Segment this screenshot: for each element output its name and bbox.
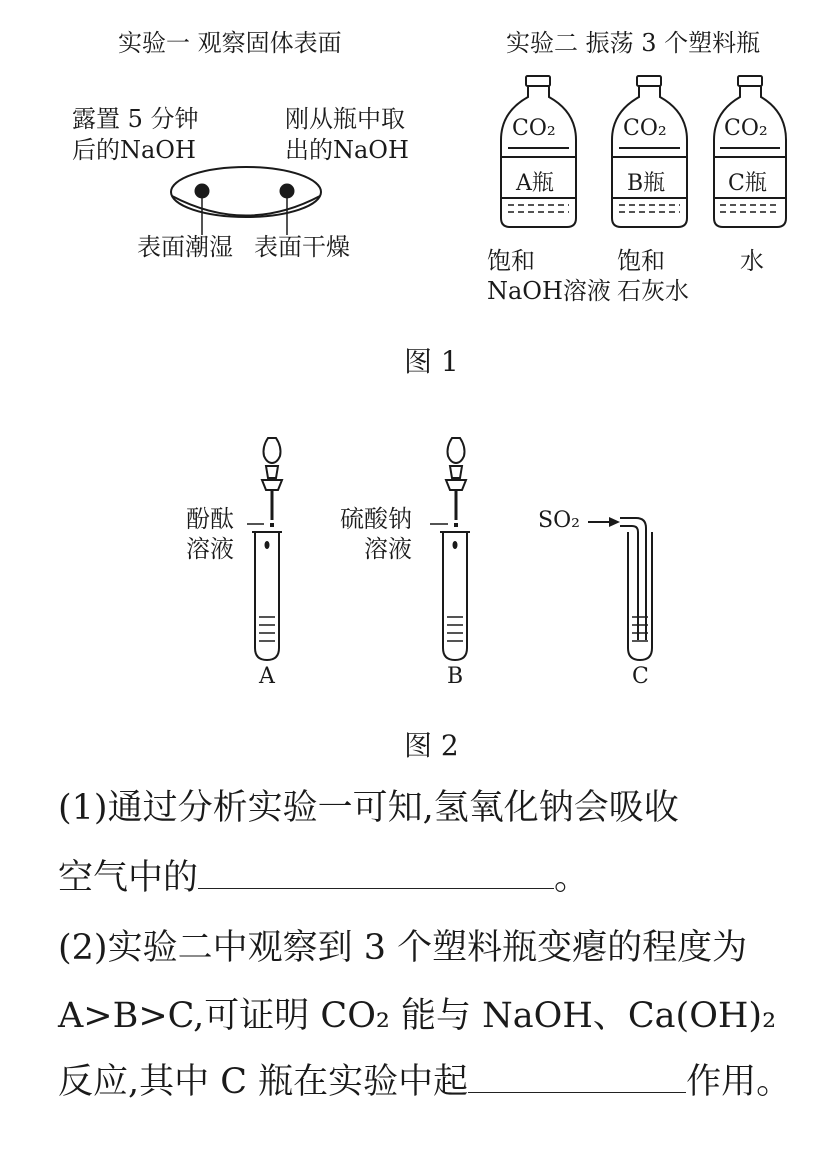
dropper-a <box>262 438 282 527</box>
bottle-b-content-line2: 石灰水 <box>617 277 689 305</box>
tube-c-gas: SO₂ <box>538 508 580 533</box>
exp1-right-label-line2: 出的NaOH <box>285 136 409 164</box>
tube-a-label: A <box>259 664 275 689</box>
bottle-a-content-line2: NaOH溶液 <box>487 277 611 305</box>
bottle-a-content-line1: 饱和 <box>487 247 535 275</box>
exp1-right-label-line1: 刚从瓶中取 <box>285 105 405 133</box>
bottle-c-content-line1: 水 <box>740 247 764 275</box>
delivery-tube-c <box>620 518 646 640</box>
exp1-left-label-line1: 露置 5 分钟 <box>72 105 199 133</box>
bottle-b-gas: CO₂ <box>623 116 667 141</box>
bottle-c-name: C瓶 <box>728 171 767 196</box>
so2-arrow-head <box>609 517 620 527</box>
test-tube-b <box>440 532 470 660</box>
bottle-a-gas: CO₂ <box>512 116 556 141</box>
drop-b <box>453 541 458 549</box>
exp2-title: 实验二 振荡 3 个塑料瓶 <box>506 29 761 57</box>
question-2-line1: (2)实验二中观察到 3 个塑料瓶变瘪的程度为 <box>58 928 748 968</box>
question-1-line1: (1)通过分析实验一可知,氢氧化钠会吸收 <box>58 788 679 828</box>
bottle-a <box>501 76 576 227</box>
tube-a-reagent-line2: 溶液 <box>186 535 234 563</box>
exp1-left-label-line2: 后的NaOH <box>72 136 196 164</box>
question-2-suffix: 作用。 <box>686 1062 792 1102</box>
figure-2-caption: 图 2 <box>404 729 459 762</box>
question-1-prefix: 空气中的 <box>58 858 199 898</box>
question-2-prefix: 反应,其中 C 瓶在实验中起 <box>58 1062 469 1102</box>
figure-1-caption: 图 1 <box>404 345 459 378</box>
watch-glass-dish <box>171 167 321 217</box>
bottle-c-gas: CO₂ <box>724 116 768 141</box>
bottle-b <box>612 76 687 227</box>
exp1-title: 实验一 观察固体表面 <box>118 29 342 57</box>
question-1-suffix: 。 <box>554 858 590 898</box>
bottle-b-content-line1: 饱和 <box>617 247 665 275</box>
bottle-a-name: A瓶 <box>516 171 554 196</box>
tube-c-label: C <box>632 664 649 689</box>
test-tube-a <box>252 532 282 660</box>
tube-b-label: B <box>447 664 464 689</box>
question-2-line2: A>B>C,可证明 CO₂ 能与 NaOH、Ca(OH)₂ <box>58 996 777 1036</box>
test-tube-c <box>628 532 652 660</box>
exp1-label-dry-surface: 表面干燥 <box>254 233 350 261</box>
drop-a <box>265 541 270 549</box>
question-2-line3 <box>58 1060 791 1104</box>
tube-b-reagent-line1: 硫酸钠 <box>340 505 412 533</box>
tube-b-reagent-line2: 溶液 <box>364 535 412 563</box>
answer-blank-1[interactable] <box>198 887 554 889</box>
bottle-c <box>714 76 786 227</box>
tube-a-reagent-line1: 酚酞 <box>186 505 234 533</box>
bottle-b-name: B瓶 <box>627 171 666 196</box>
question-1-line2 <box>58 856 589 900</box>
answer-blank-2[interactable] <box>468 1091 686 1093</box>
dropper-b <box>446 438 466 527</box>
exp1-label-wet-surface: 表面潮湿 <box>137 233 233 261</box>
